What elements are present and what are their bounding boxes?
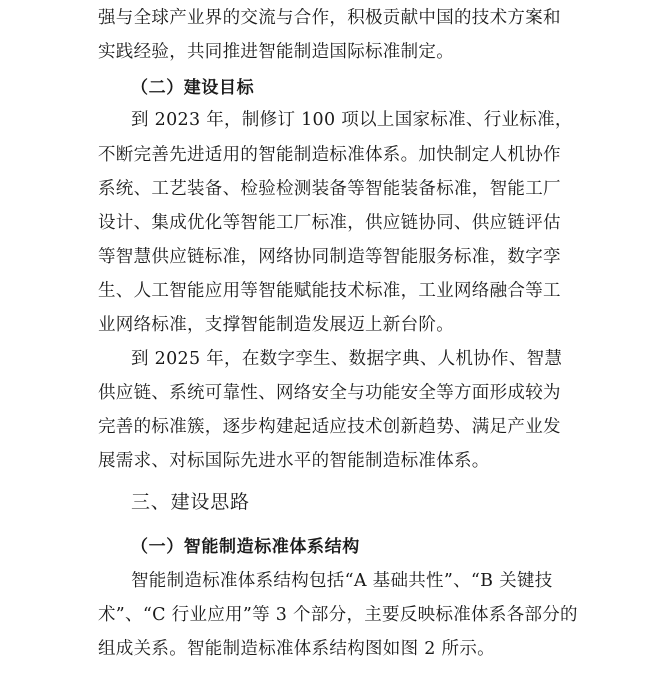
goals-2023-line-6: 生、人工智能应用等智能赋能技术标准，工业网络融合等工 <box>98 281 561 301</box>
goals-2025-line-3: 完善的标准簇，逐步构建起适应技术创新趋势、满足产业发 <box>98 417 561 437</box>
section-ideas-subheading: （一）智能制造标准体系结构 <box>131 537 360 557</box>
section-goals-heading: （二）建设目标 <box>131 78 255 98</box>
goals-2023-line-3: 系统、工艺装备、检验检测装备等智能装备标准，智能工厂 <box>98 179 561 199</box>
goals-2023-line-5: 等智慧供应链标准，网络协同制造等智能服务标准，数字孪 <box>98 247 561 267</box>
goals-2023-line-4: 设计、集成优化等智能工厂标准，供应链协同、供应链评估 <box>98 213 561 233</box>
goals-2023-line-1: 到 2023 年，制修订 100 项以上国家标准、行业标准， <box>131 110 573 130</box>
goals-2023-line-7: 业网络标准，支撑智能制造发展迈上新台阶。 <box>98 315 454 335</box>
intro-line-2: 实践经验，共同推进智能制造国际标准制定。 <box>98 42 454 62</box>
goals-2025-line-1: 到 2025 年，在数字孪生、数据字典、人机协作、智慧 <box>131 349 563 369</box>
ideas-line-2: 术”、“C 行业应用”等 3 个部分，主要反映标准体系各部分的 <box>98 605 578 625</box>
goals-2023-line-2: 不断完善先进适用的智能制造标准体系。加快制定人机协作 <box>98 145 561 165</box>
intro-line-1: 强与全球产业界的交流与合作，积极贡献中国的技术方案和 <box>98 8 561 28</box>
goals-2025-line-4: 展需求、对标国际先进水平的智能制造标准体系。 <box>98 451 490 471</box>
ideas-line-3: 组成关系。智能制造标准体系结构图如图 2 所示。 <box>98 639 495 659</box>
ideas-line-1: 智能制造标准体系结构包括“A 基础共性”、“B 关键技 <box>131 571 553 591</box>
goals-2025-line-2: 供应链、系统可靠性、网络安全与功能安全等方面形成较为 <box>98 383 561 403</box>
section-ideas-heading: 三、建设思路 <box>131 491 250 513</box>
